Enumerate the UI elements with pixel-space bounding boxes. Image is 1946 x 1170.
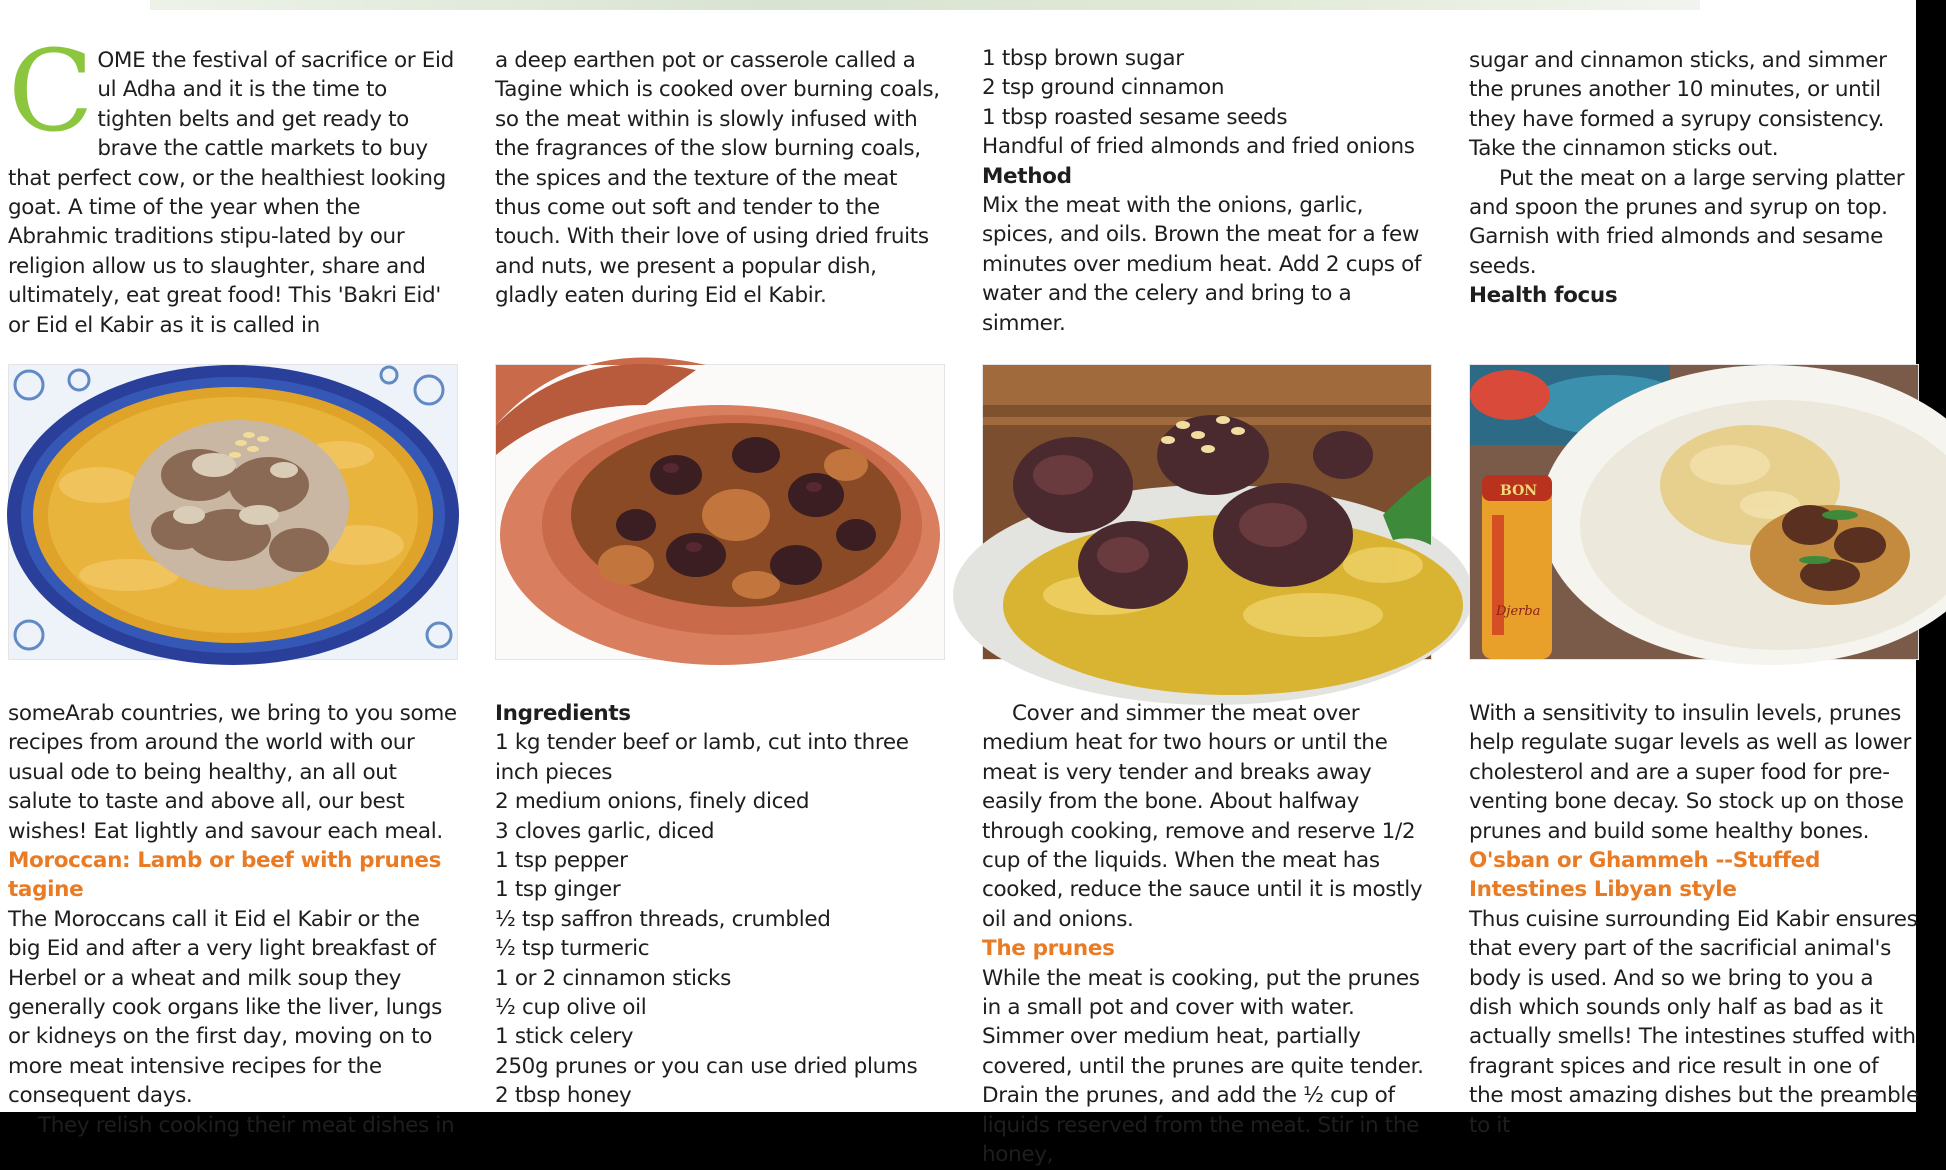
moroccan-text-continued: They relish cooking their meat dishes in — [38, 1112, 455, 1138]
ingredient-line: Handful of fried almonds and fried onions — [982, 134, 1415, 160]
libyan-text: Thus cuisine surrounding Eid Kabir ensures that every part of the sacrificial animal's body is used. And so we bring to you a dish which sounds only half as bad as it actually smells! The intestines stuffed with fragrant spices and rice result in one of the most amazing dishes but the preamble to it — [1469, 906, 1919, 1138]
ingredient-item: 1 tsp pepper — [495, 848, 628, 874]
ingredient-line: 2 tsp ground cinnamon — [982, 75, 1225, 101]
ingredient-item: 3 cloves garlic, diced — [495, 818, 715, 844]
health-text: With a sensitivity to insulin levels, prunes help regulate sugar levels as well as lower cholesterol and are a super food for pre-venting bone decay. So stock up on those prunes and build some healthy bones. — [1469, 701, 1912, 844]
photo-beef-rice — [982, 364, 1432, 660]
ingredient-item: 1 stick celery — [495, 1024, 634, 1050]
ingredient-line: 1 tbsp roasted sesame seeds — [982, 104, 1288, 130]
column-2-bottom — [495, 699, 945, 1111]
ingredient-item: 250g prunes or you can use dried plums — [495, 1053, 918, 1079]
ingredient-item: ½ tsp turmeric — [495, 936, 650, 962]
serving-text: Put the meat on a large serving platter and spoon the prunes and syrup on top. Garnish with fried almonds and sesame seeds. — [1469, 165, 1905, 279]
method-heading: Method — [982, 163, 1072, 189]
column-4-bottom — [1469, 699, 1919, 1140]
prunes-continued: sugar and cinnamon sticks, and simmer the prunes another 10 minutes, or until they have formed a syrupy consistency. Take the cinnamon sticks out. — [1469, 48, 1887, 162]
recipe-heading-moroccan: Moroccan: Lamb or beef with prunes tagine — [8, 848, 442, 903]
column-2-top — [495, 46, 945, 311]
ingredient-line: 1 tbsp brown sugar — [982, 46, 1184, 71]
intro-continued: someArab countries, we bring to you some recipes from around the world with our usual ode to being healthy, an all out salute to taste and above all, our best wishes! Eat lightly and savour each meal. — [8, 701, 457, 844]
ingredients-heading: Ingredients — [495, 701, 631, 726]
beef-rice-image — [983, 365, 1431, 659]
photo-couscous-plate — [1469, 364, 1919, 660]
ingredient-item: ½ cup olive oil — [495, 995, 647, 1021]
simmer-text: Cover and simmer the meat over medium heat for two hours or until the meat is very tender and breaks away easily from the bone. About halfway through cooking, remove and reserve 1/2 cup of the liquids. When the meat has cooked, reduce the sauce until it is mostly oil and onions. — [982, 701, 1423, 932]
intro-text: OME the festival of sacrifice or Eid ul Adha and it is the time to tighten belts and get ready to brave the cattle markets to buy that perfect cow, or the healthiest looking goat. A time of the year when the Abrahmic traditions stipu-lated by our religion allow us to slaughter, share and ultimately, eat great food! This 'Bakri Eid' or Eid el Kabir as it is called in — [8, 48, 454, 338]
health-focus-heading: Health focus — [1469, 283, 1618, 309]
photo-tagine — [495, 364, 945, 660]
ingredient-item: ½ tsp saffron threads, crumbled — [495, 906, 831, 932]
tagine-image — [496, 365, 944, 659]
ingredient-item: 2 tbsp honey — [495, 1083, 632, 1109]
ingredient-item: 1 kg tender beef or lamb, cut into three inch pieces — [495, 730, 909, 785]
intro-paragraph — [8, 27, 458, 340]
prunes-heading: The prunes — [982, 936, 1115, 962]
recipe-heading-libyan: O'sban or Ghammeh --Stuffed Intestines Libyan style — [1469, 848, 1820, 903]
column-1-bottom — [8, 699, 458, 1140]
tagine-intro: a deep earthen pot or casserole called a Tagine which is cooked over burning coals, so the meat within is slowly infused with the fragrances of the slow burning coals, the spices and the texture of the meat thus come out soft and tender to the touch. With their love of using dried fruits and nuts, we present a popular dish, gladly eaten during Eid el Kabir. — [495, 48, 940, 309]
bottle-label-mid: Djerba — [1496, 604, 1541, 619]
bottle-label-top: BON — [1500, 483, 1538, 499]
rice-platter-image — [9, 365, 457, 659]
ingredient-item: 2 medium onions, finely diced — [495, 789, 810, 815]
prunes-text: While the meat is cooking, put the prunes in a small pot and cover with water. Simmer over medium heat, partially covered, until the prunes are quite tender. Drain the prunes, and add the ½ cup of liquids reserved from the meat. Stir in the honey, — [982, 965, 1424, 1168]
photo-rice-platter — [8, 364, 458, 660]
moroccan-text: The Moroccans call it Eid el Kabir or the big Eid and after a very light breakfast of Herbel or a wheat and milk soup they generally cook organs like the liver, lungs or kidneys on the first day, moving on to more meat intensive recipes for the consequent days. — [8, 906, 443, 1109]
top-decorative-band — [150, 0, 1700, 10]
column-1-top — [8, 27, 458, 340]
drop-cap: C — [8, 27, 94, 157]
ingredient-item: 1 or 2 cinnamon sticks — [495, 965, 732, 991]
couscous-plate-image — [1470, 365, 1918, 659]
method-text: Mix the meat with the onions, garlic, spices, and oils. Brown the meat for a few minutes over medium heat. Add 2 cups of water and the celery and bring to a simmer. — [982, 193, 1422, 336]
column-4-top — [1469, 46, 1919, 311]
ingredient-item: 1 tsp ginger — [495, 877, 621, 903]
column-3-bottom — [982, 699, 1432, 1170]
column-3-top — [982, 44, 1432, 338]
